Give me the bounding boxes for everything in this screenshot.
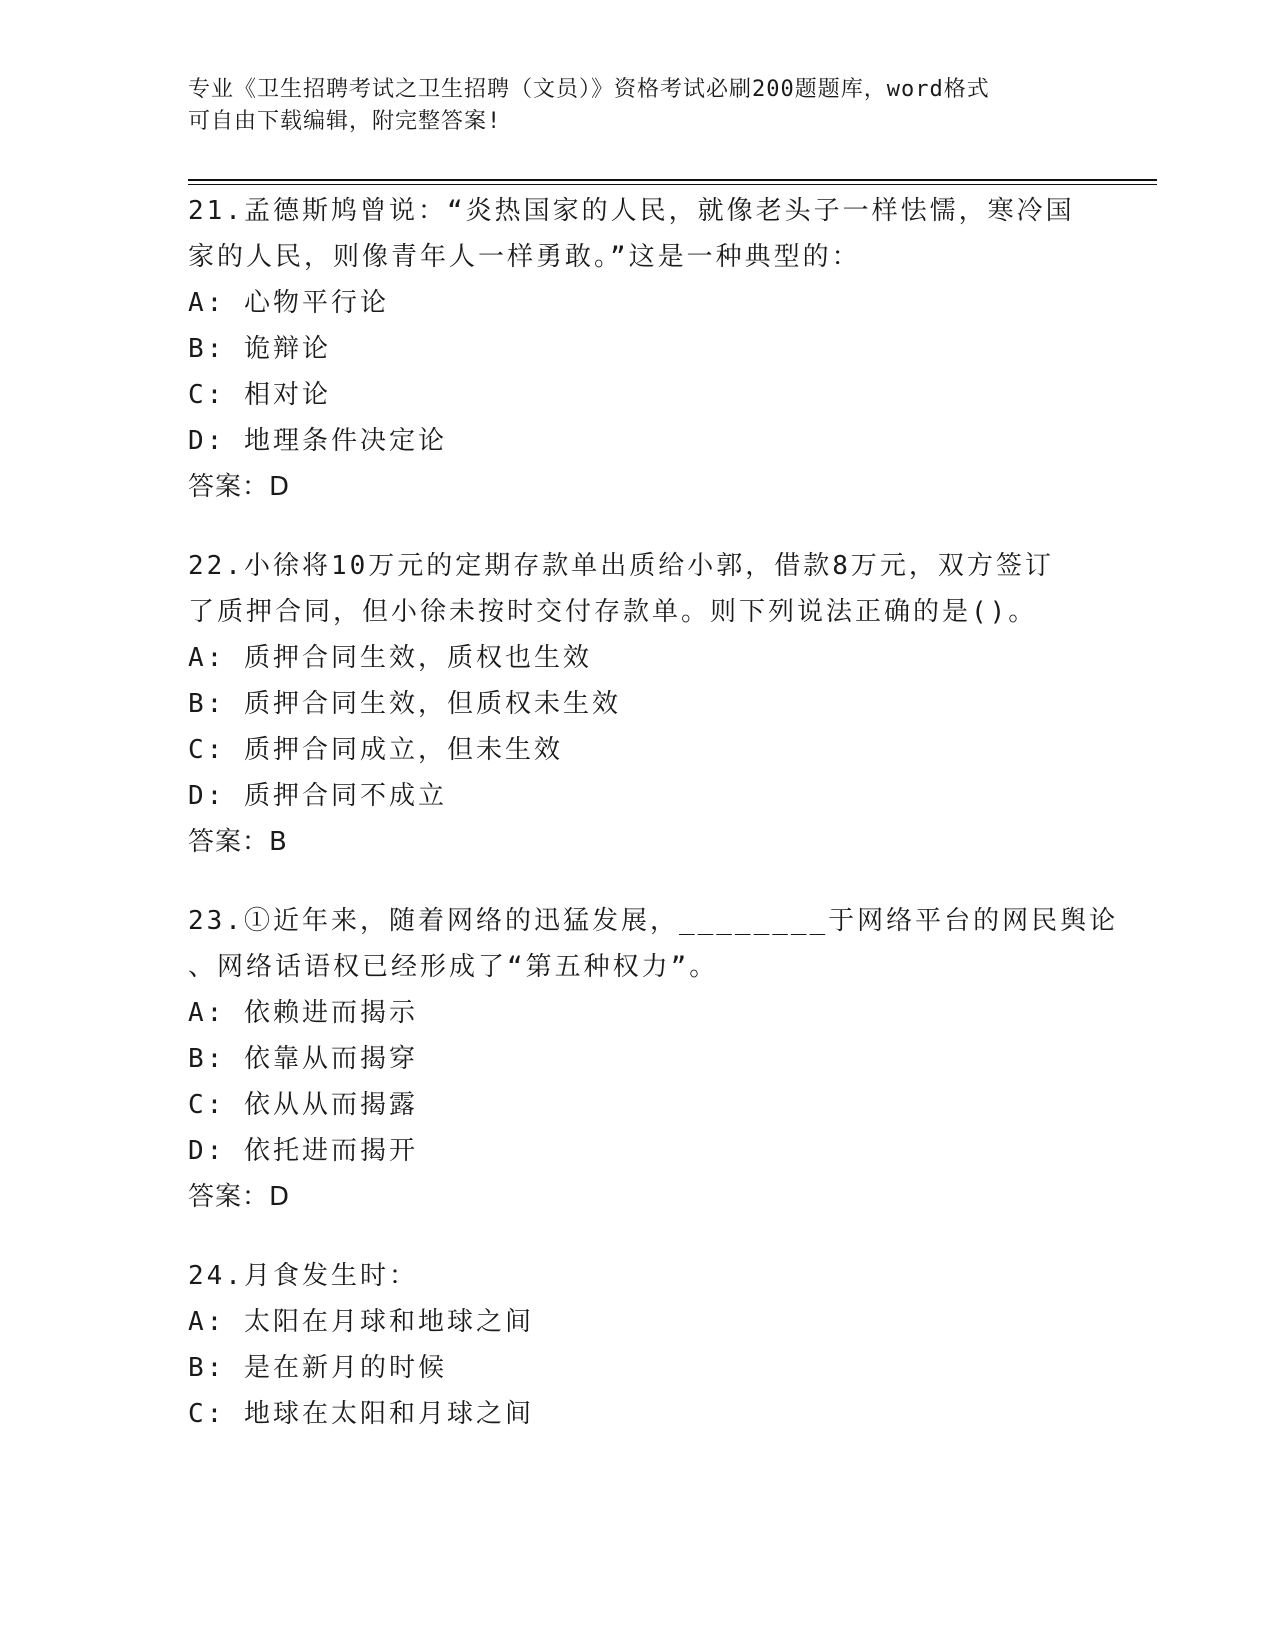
option-c: C: 质押合同成立，但未生效 xyxy=(188,735,563,765)
header-line-1: 专业《卫生招聘考试之卫生招聘（文员）》资格考试必刷200题题库，word格式 xyxy=(188,77,990,102)
answer-line: 答案：B xyxy=(188,827,288,857)
header-line-2: 可自由下载编辑，附完整答案! xyxy=(188,109,502,134)
option-d: D: 地理条件决定论 xyxy=(188,426,447,456)
header-rule-thick xyxy=(188,179,1157,181)
option-c: C: 相对论 xyxy=(188,380,331,410)
question-list xyxy=(188,188,1128,1470)
option-b: B: 是在新月的时候 xyxy=(188,1353,447,1383)
option-a: A: 依赖进而揭示 xyxy=(188,998,418,1028)
question-22 xyxy=(188,543,1128,865)
question-21 xyxy=(188,188,1128,510)
document-header xyxy=(188,74,1088,138)
option-b: B: 依靠从而揭穿 xyxy=(188,1044,418,1074)
option-c: C: 依从从而揭露 xyxy=(188,1090,418,1120)
option-a: A: 质押合同生效，质权也生效 xyxy=(188,643,592,673)
option-d: D: 依托进而揭开 xyxy=(188,1136,418,1166)
header-rule-thin xyxy=(188,184,1157,185)
question-stem-line: 了质押合同，但小徐未按时交付存款单。则下列说法正确的是()。 xyxy=(188,597,1038,627)
option-d: D: 质押合同不成立 xyxy=(188,781,447,811)
option-a: A: 心物平行论 xyxy=(188,288,389,318)
answer-line: 答案：D xyxy=(188,1182,291,1212)
question-stem-line: 家的人民，则像青年人一样勇敢。”这是一种典型的： xyxy=(188,242,861,272)
question-stem-line: 24.月食发生时： xyxy=(188,1261,418,1291)
question-24 xyxy=(188,1253,1128,1437)
option-b: B: 质押合同生效，但质权未生效 xyxy=(188,689,621,719)
option-c: C: 地球在太阳和月球之间 xyxy=(188,1399,534,1429)
question-stem-line: 23.①近年来，随着网络的迅猛发展，________于网络平台的网民舆论 xyxy=(188,906,1119,936)
answer-line: 答案：D xyxy=(188,472,291,502)
question-23 xyxy=(188,898,1128,1220)
question-stem-line: 21.孟德斯鸠曾说：“炎热国家的人民，就像老头子一样怯懦，寒冷国 xyxy=(188,196,1075,226)
question-stem-line: 、网络话语权已经形成了“第五种权力”。 xyxy=(188,952,719,982)
option-a: A: 太阳在月球和地球之间 xyxy=(188,1307,534,1337)
option-b: B: 诡辩论 xyxy=(188,334,331,364)
question-stem-line: 22.小徐将10万元的定期存款单出质给小郭，借款8万元，双方签订 xyxy=(188,551,1054,581)
